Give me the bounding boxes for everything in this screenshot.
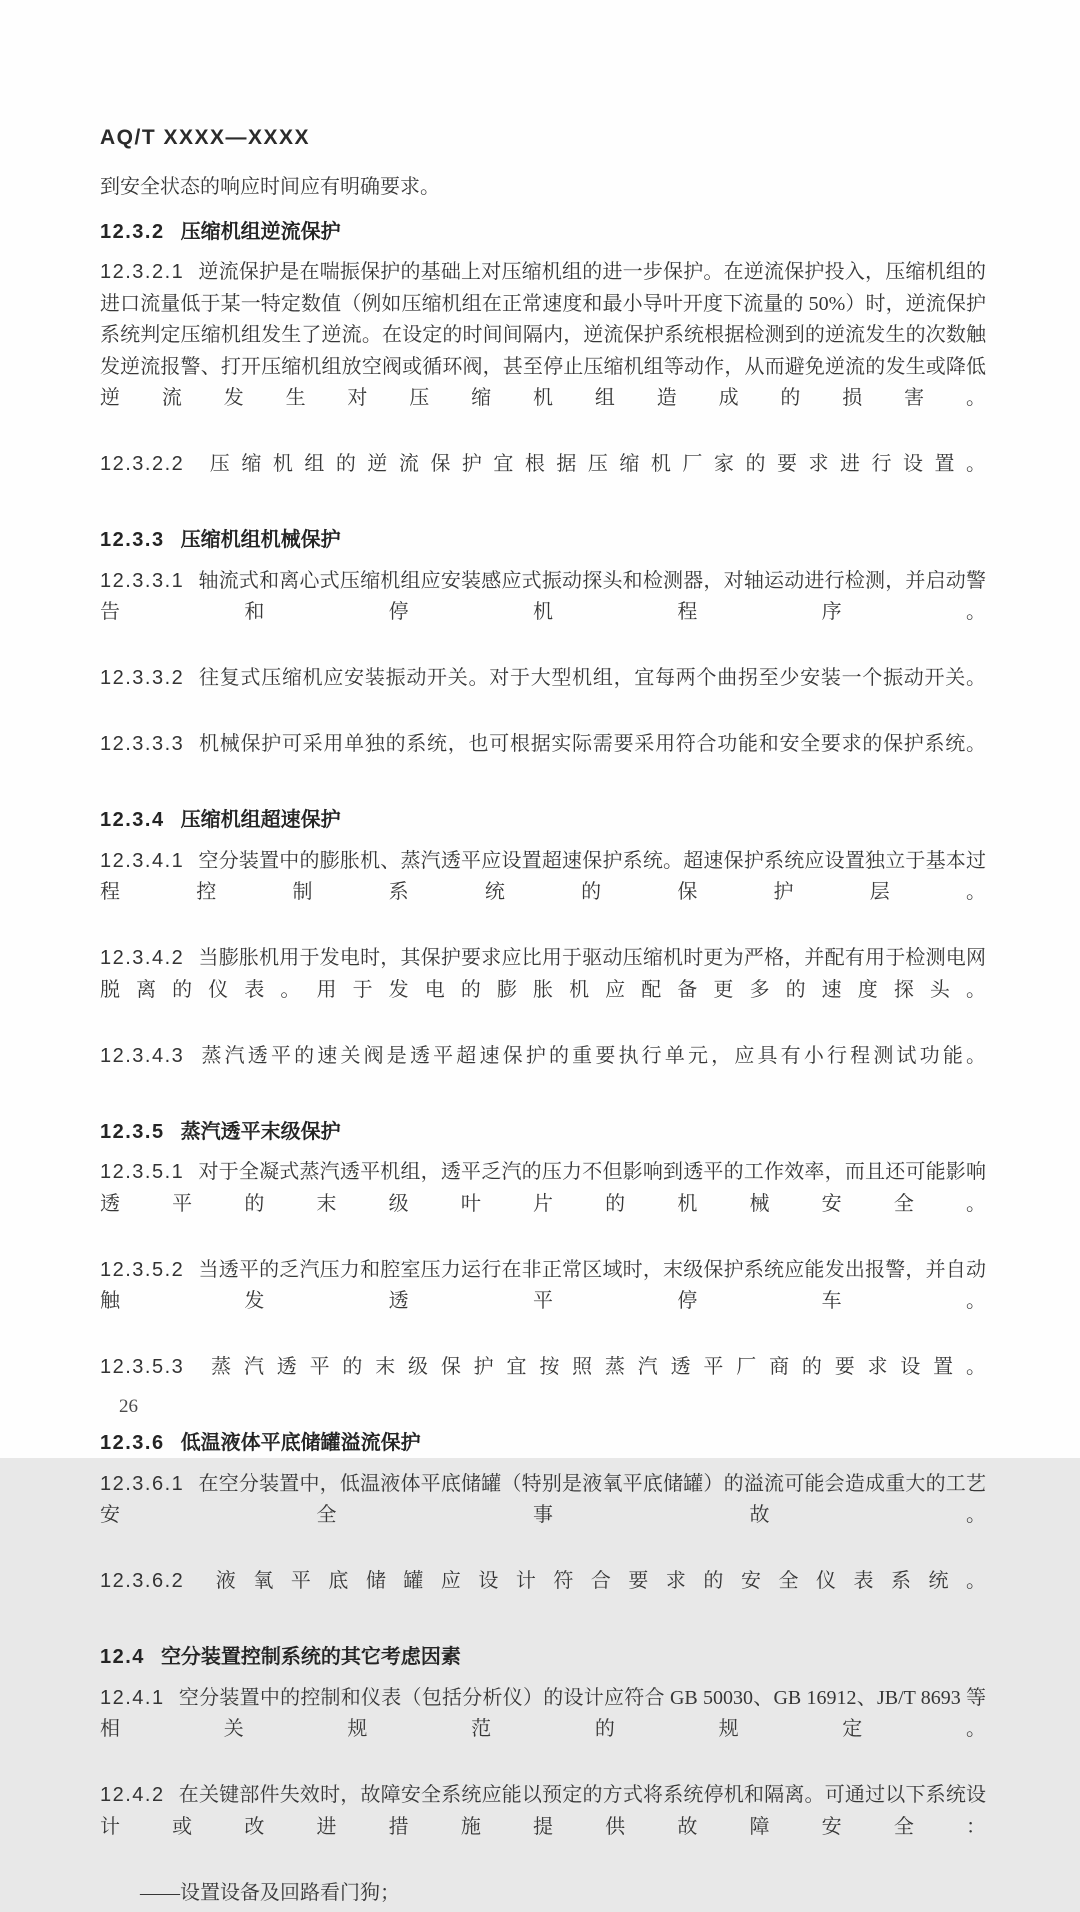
clause-paragraph bbox=[100, 1352, 986, 1415]
clause-text: 对于全凝式蒸汽透平机组，透平乏汽的压力不但影响到透平的工作效率，而且还可能影响透平的末级叶片的机械安全。 bbox=[100, 1161, 986, 1215]
clause-text: 机械保护可采用单独的系统，也可根据实际需要采用符合功能和安全要求的保护系统。 bbox=[198, 733, 986, 755]
section-heading bbox=[100, 1117, 986, 1149]
clause-paragraph bbox=[100, 729, 986, 792]
clause-text: 在关键部件失效时，故障安全系统应能以预定的方式将系统停机和隔离。可通过以下系统设计或改进措施提供故障安全： bbox=[100, 1784, 986, 1838]
clause-number: 12.3.4.3 bbox=[100, 1044, 185, 1067]
clause-text: 液氧平底储罐应设计符合要求的安全仪表系统。 bbox=[198, 1570, 986, 1592]
clause-text: 当膨胀机用于发电时，其保护要求应比用于驱动压缩机时更为严格，并配有用于检测电网脱离的仪表。用于发电的膨胀机应配备更多的速度探头。 bbox=[100, 947, 986, 1001]
clause-paragraph bbox=[100, 1157, 986, 1252]
clause-number: 12.3.3.1 bbox=[100, 569, 185, 592]
section-number: 12.3.3 bbox=[100, 529, 165, 551]
clause-number: 12.3.4.1 bbox=[100, 849, 185, 872]
section-heading bbox=[100, 805, 986, 837]
clause-text: 轴流式和离心式压缩机组应安装感应式振动探头和检测器，对轴运动进行检测，并启动警告和停机程序。 bbox=[100, 569, 986, 623]
section-title: 蒸汽透平末级保护 bbox=[180, 1120, 341, 1143]
clause-text: 蒸汽透平的速关阀是透平超速保护的重要执行单元，应具有小行程测试功能。 bbox=[198, 1044, 986, 1067]
section-title: 压缩机组逆流保护 bbox=[180, 220, 341, 243]
clause-number: 12.3.2.1 bbox=[100, 261, 185, 283]
clause-paragraph bbox=[100, 1041, 986, 1104]
clause-number: 12.3.5.1 bbox=[100, 1161, 185, 1183]
clause-number: 12.3.3.3 bbox=[100, 733, 185, 755]
clause-number: 12.3.4.2 bbox=[100, 947, 185, 969]
running-header: AQ/T XXXX—XXXX bbox=[100, 126, 311, 149]
clause-paragraph bbox=[100, 257, 986, 446]
section-title: 压缩机组机械保护 bbox=[180, 529, 341, 551]
clause-paragraph bbox=[100, 846, 986, 941]
section-number: 12.3.5 bbox=[100, 1120, 165, 1143]
section-heading bbox=[100, 525, 986, 557]
clause-number: 12.4.1 bbox=[100, 1686, 165, 1709]
clause-paragraph bbox=[100, 663, 986, 726]
clause-text: 压缩机组的逆流保护宜根据压缩机厂家的要求进行设置。 bbox=[198, 453, 986, 475]
section-heading bbox=[100, 217, 986, 249]
clause-number: 12.3.5.2 bbox=[100, 1258, 185, 1281]
section-title: 空分装置控制系统的其它考虑因素 bbox=[160, 1646, 461, 1668]
clause-paragraph bbox=[100, 943, 986, 1038]
clause-number: 12.4.2 bbox=[100, 1784, 165, 1806]
clause-text: 往复式压缩机应安装振动开关。对于大型机组，宜每两个曲拐至少安装一个振动开关。 bbox=[198, 667, 986, 689]
clause-text: 当透平的乏汽压力和腔室压力运行在非正常区域时，末级保护系统应能发出报警，并自动触发透平停车。 bbox=[100, 1258, 986, 1312]
clause-paragraph bbox=[100, 1469, 986, 1564]
section-number: 12.3.6 bbox=[100, 1432, 165, 1454]
clause-text: 空分装置中的膨胀机、蒸汽透平应设置超速保护系统。超速保护系统应设置独立于基本过程控制系统的保护层。 bbox=[100, 849, 986, 903]
clause-number: 12.3.2.2 bbox=[100, 453, 185, 475]
section-number: 12.3.2 bbox=[100, 220, 165, 243]
clause-paragraph bbox=[100, 1566, 986, 1629]
body-paragraph: 到安全状态的响应时间应有明确要求。 bbox=[100, 176, 440, 198]
clause-paragraph bbox=[100, 1255, 986, 1350]
clause-paragraph bbox=[100, 449, 986, 512]
document-content bbox=[100, 172, 986, 1912]
clause-text: 蒸汽透平的末级保护宜按照蒸汽透平厂商的要求设置。 bbox=[198, 1356, 986, 1378]
clause-number: 12.3.6.1 bbox=[100, 1472, 185, 1495]
dash-list-item: ——设置设备及回路看门狗； bbox=[140, 1881, 400, 1904]
section-number: 12.3.4 bbox=[100, 809, 165, 831]
clause-text: 逆流保护是在喘振保护的基础上对压缩机组的进一步保护。在逆流保护投入，压缩机组的进口流量低于某一特定数值（例如压缩机组在正常速度和最小导叶开度下流量的 50%）时，逆流保护系统判定压缩机组发生了逆流。在设定的时间间隔内，逆流保护系统根据检测到的逆流发生的次数触发逆流报警、打开压缩机组放空阀或循环阀，甚至停止压缩机组等动作，从而避免逆流的发生或降低逆流发生对压缩机组造成的损害。 bbox=[100, 261, 986, 409]
clause-paragraph bbox=[100, 1780, 986, 1875]
clause-paragraph bbox=[100, 566, 986, 661]
section-title: 低温液体平底储罐溢流保护 bbox=[180, 1432, 421, 1454]
page-number: 26 bbox=[119, 1396, 138, 1417]
clause-number: 12.3.3.2 bbox=[100, 667, 185, 689]
clause-number: 12.3.5.3 bbox=[100, 1356, 185, 1378]
clause-text: 空分装置中的控制和仪表（包括分析仪）的设计应符合 GB 50030、GB 16912、JB/T 8693 等相关规范的规定。 bbox=[100, 1686, 986, 1740]
section-heading bbox=[100, 1428, 986, 1460]
section-heading bbox=[100, 1642, 986, 1674]
section-title: 压缩机组超速保护 bbox=[180, 809, 341, 831]
clause-number: 12.3.6.2 bbox=[100, 1570, 185, 1592]
clause-text: 在空分装置中，低温液体平底储罐（特别是液氧平底储罐）的溢流可能会造成重大的工艺安全事故。 bbox=[100, 1472, 986, 1526]
section-number: 12.4 bbox=[100, 1646, 145, 1668]
clause-paragraph bbox=[100, 1683, 986, 1778]
